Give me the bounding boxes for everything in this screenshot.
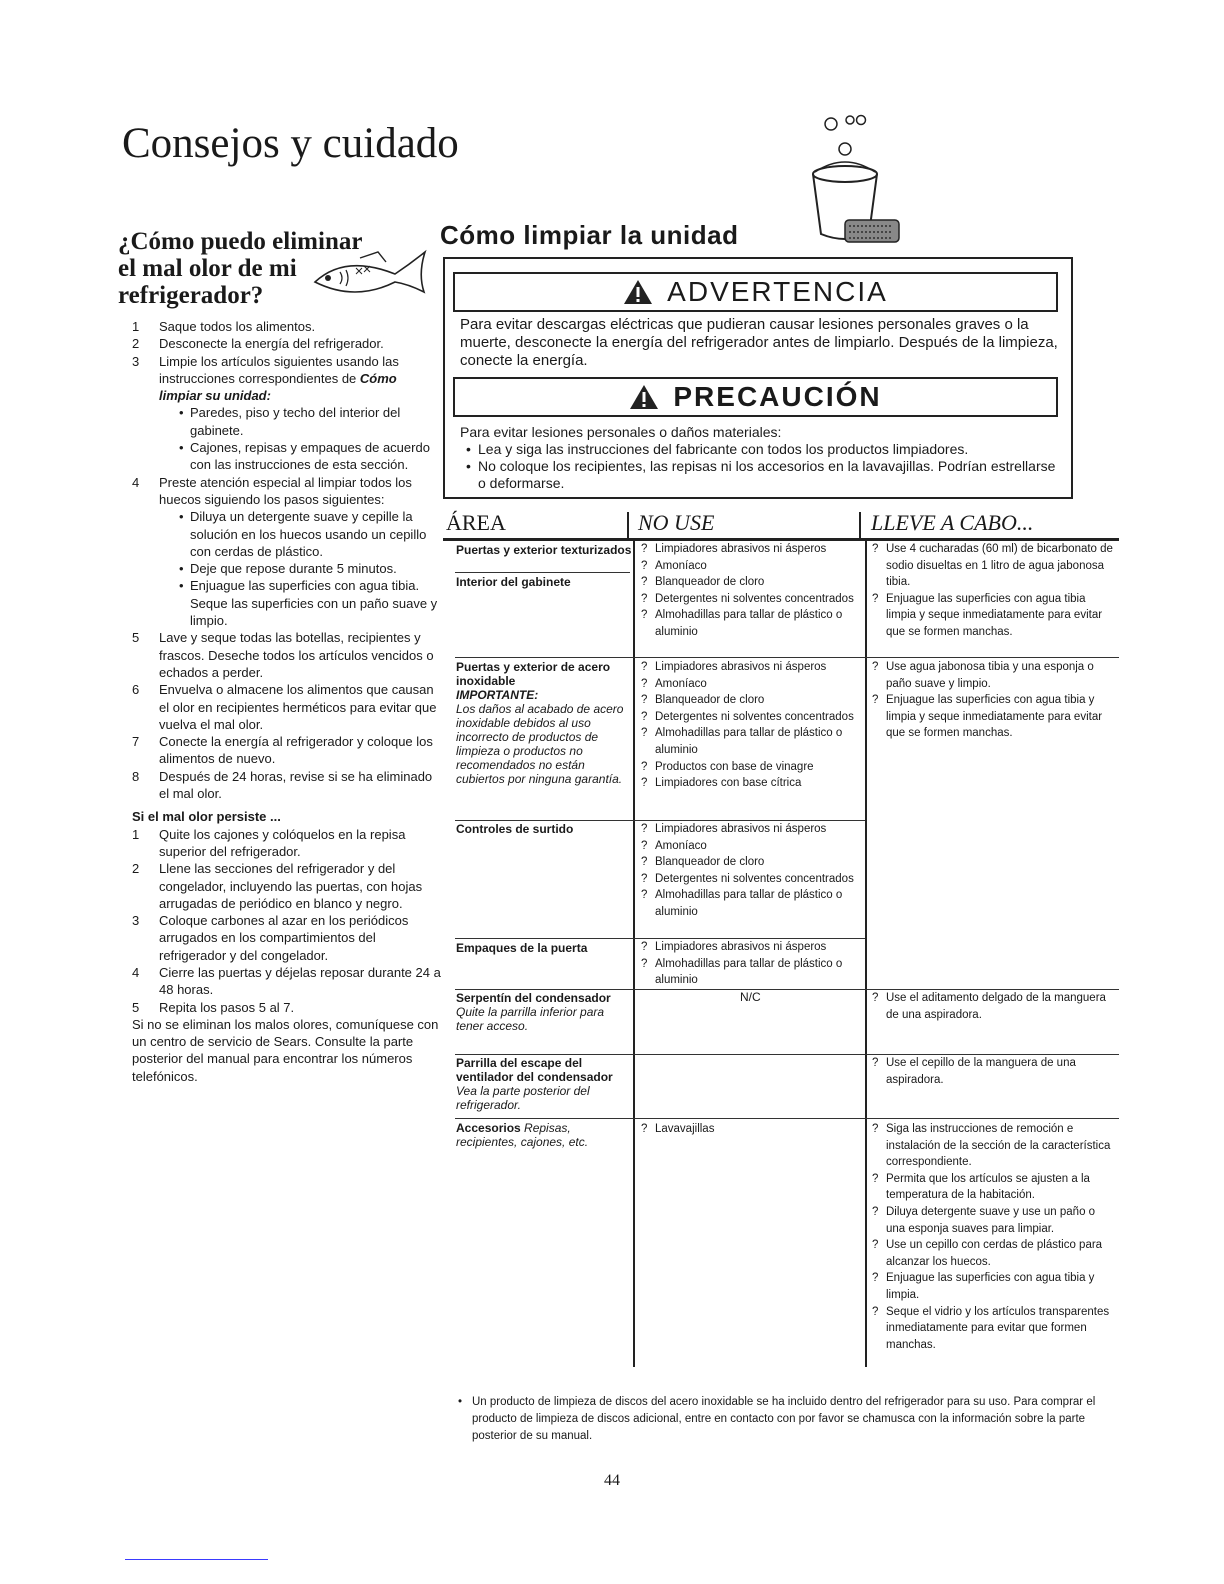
header-divider — [859, 512, 861, 540]
fish-illustration — [300, 244, 430, 304]
cleaning-section-title: Cómo limpiar la unidad — [440, 220, 739, 250]
warning-text: Para evitar descargas eléctricas que pudieran causar lesiones personales graves o la muerte, desconecte la energía del refrigerador antes de limpiarlo. Después de la limpieza, conecte la energía. — [460, 316, 1058, 369]
no-use-cell: ? Limpiadores abrasivos ni ásperos ? Amoníaco ? Blanqueador de cloro ? Detergentes ni solventes concentrados ? Almohadillas para tallar de plástico o aluminio — [639, 541, 859, 641]
warning-icon — [623, 279, 653, 305]
list-item: 2 Llene las secciones del refrigerador y del congelador, incluyendo las puertas, con hojas arrugadas de periódico en blanco y negro. — [132, 861, 423, 911]
lleve-cell: ? Use el aditamento delgado de la manguera de una aspiradora. — [870, 990, 1115, 1023]
area-cell: Empaques de la puerta — [456, 941, 588, 955]
area-cell: Serpentín del condensador Quite la parrilla inferior para tener acceso. — [456, 991, 611, 1033]
footer-rule — [125, 1559, 268, 1560]
lleve-cell: ? Use el cepillo de la manguera de una aspiradora. — [870, 1055, 1115, 1088]
row-separator — [455, 1118, 1119, 1119]
list-item: 4 Cierre las puertas y déjelas reposar durante 24 a 48 horas. — [132, 964, 441, 998]
list-item: 1 Quite los cajones y colóquelos en la repisa superior del refrigerador. — [132, 826, 406, 859]
area-cell: Interior del gabinete — [456, 575, 571, 589]
odor-question-title: ¿Cómo puedo eliminar el mal olor de mi refrigerador? — [118, 228, 363, 309]
caution-label: PRECAUCIÓN — [673, 381, 882, 412]
lleve-cell: ? Siga las instrucciones de remoción e instalación de la sección de la característica correspondiente. ? Permita que los artículos se ajusten a la temperatura de la habitación. ? Diluya detergente suave y use un paño o una esponja suaves para limpiar. ? Use un cepillo con cerdas de plástico para alcanzar los huecos. ? Enjuague las superficies con agua tibia y limpia. ? Seque el vidrio y los artículos transparentes inmediatamente para evitar que formen manchas. — [870, 1121, 1115, 1353]
column-divider — [865, 541, 867, 1367]
list-item: 5 Lave y seque todas las botellas, recipientes y frascos. Deseche todos los artículos vencidos o echados a perder. — [132, 630, 434, 680]
warning-label: ADVERTENCIA — [667, 276, 888, 307]
page-title: Consejos y cuidado — [122, 120, 459, 167]
list-item: 8 Después de 24 horas, revise si se ha eliminado el mal olor. — [132, 768, 433, 802]
header-divider — [627, 512, 629, 540]
row-separator — [455, 657, 1119, 658]
page-number: 44 — [604, 1472, 620, 1489]
row-separator — [455, 572, 630, 573]
no-use-na: N/C — [740, 990, 761, 1004]
lleve-cell: ? Use agua jabonosa tibia y una esponja o paño suave y limpio. ? Enjuague las superficies con agua tibia y limpia y seque inmediatamente para evitar que se formen manchas. — [870, 659, 1115, 742]
closing-note: Si no se eliminan los malos olores, comuníquese con un centro de servicio de Sears. Consulte la parte posterior del manual para encontrar los números telefónicos. — [132, 1016, 439, 1084]
odor-instructions — [132, 318, 442, 1085]
persist-heading: Si el mal olor persiste ... — [132, 809, 281, 825]
list-item: 5 Repita los pasos 5 al 7. — [132, 999, 295, 1015]
list-item: 7 Conecte la energía al refrigerador y coloque los alimentos de nuevo. — [132, 734, 433, 767]
list-item: 3 Coloque carbones al azar en los periódicos arrugados en los compartimientos del refrigerador y del congelador. — [132, 913, 409, 963]
caution-banner — [453, 377, 1058, 417]
caution-text: Para evitar lesiones personales o daños materiales: • Lea y siga las instrucciones del fabricante con todos los productos limpiadores. • No coloque los recipientes, las repisas ni los accesorios en la lavavajillas. Podrían estrellarse o deformarse. — [460, 424, 1060, 492]
list-item: 6 Envuelva o almacene los alimentos que causan el olor en recipientes herméticos para evitar que vuelva el mal olor. — [132, 682, 437, 732]
column-header-area: ÁREA — [446, 510, 506, 535]
column-header-no-use: NO USE — [638, 510, 715, 535]
warning-banner — [453, 272, 1058, 312]
no-use-cell: ? Lavavajillas — [639, 1121, 859, 1138]
caution-icon — [629, 384, 659, 410]
area-cell: Accesorios Repisas, recipientes, cajones, etc. — [456, 1121, 589, 1149]
bucket-illustration — [805, 112, 905, 252]
area-cell: Parrilla del escape del ventilador del condensador Vea la parte posterior del refrigerador. — [456, 1056, 613, 1112]
area-cell: Puertas y exterior texturizados — [456, 543, 632, 557]
column-header-lleve: LLEVE A CABO... — [871, 510, 1034, 535]
footnote: • Un producto de limpieza de discos del acero inoxidable se ha incluido dentro del refrigerador para su uso. Para comprar el producto de limpieza de discos adicional, entre en contacto con por favor se chamusca con la información sobre la parte posterior de su manual. — [472, 1394, 1112, 1445]
list-item: 1 Saque todos los alimentos. — [132, 319, 316, 334]
area-cell: Puertas y exterior de acero inoxidable IMPORTANTE: Los daños al acabado de acero inoxidable debidos al uso incorrecto de productos de limpieza o productos no recomendados no están cubiertos por ninguna garantía. — [456, 660, 624, 786]
no-use-cell: ? Limpiadores abrasivos ni ásperos ? Amoníaco ? Blanqueador de cloro ? Detergentes ni solventes concentrados ? Almohadillas para tallar de plástico o aluminio ? Productos con base de vinagre ? Limpiadores con base cítrica — [639, 659, 859, 792]
area-cell: Controles de surtido — [456, 822, 574, 836]
list-item: 4 Preste atención especial al limpiar todos los huecos siguiendo los pasos siguientes: • Diluya un detergente suave y cepille la solución en los huecos usando un cepillo con cerdas de plástico. • Deje que repose durante 5 minutos. • Enjuague las superficies con agua tibia. Seque las superficies con un paño suave y limpio. — [132, 474, 442, 630]
no-use-cell: ? Limpiadores abrasivos ni ásperos ? Almohadillas para tallar de plástico o aluminio — [639, 939, 859, 989]
no-use-cell: ? Limpiadores abrasivos ni ásperos ? Amoníaco ? Blanqueador de cloro ? Detergentes ni solventes concentrados ? Almohadillas para tallar de plástico o aluminio — [639, 821, 859, 921]
list-item: 3 Limpie los artículos siguientes usando las instrucciones correspondientes de Cómo limpiar su unidad: • Paredes, piso y techo del interior del gabinete. • Cajones, repisas y empaques de acuerdo con las instrucciones de esta sección. — [132, 353, 442, 474]
lleve-cell: ? Use 4 cucharadas (60 ml) de bicarbonato de sodio disueltas en 1 litro de agua jabonosa tibia. ? Enjuague las superficies con agua tibia limpia y seque inmediatamente para evitar que se formen manchas. — [870, 541, 1115, 641]
list-item: 2 Desconecte la energía del refrigerador. — [132, 336, 384, 352]
